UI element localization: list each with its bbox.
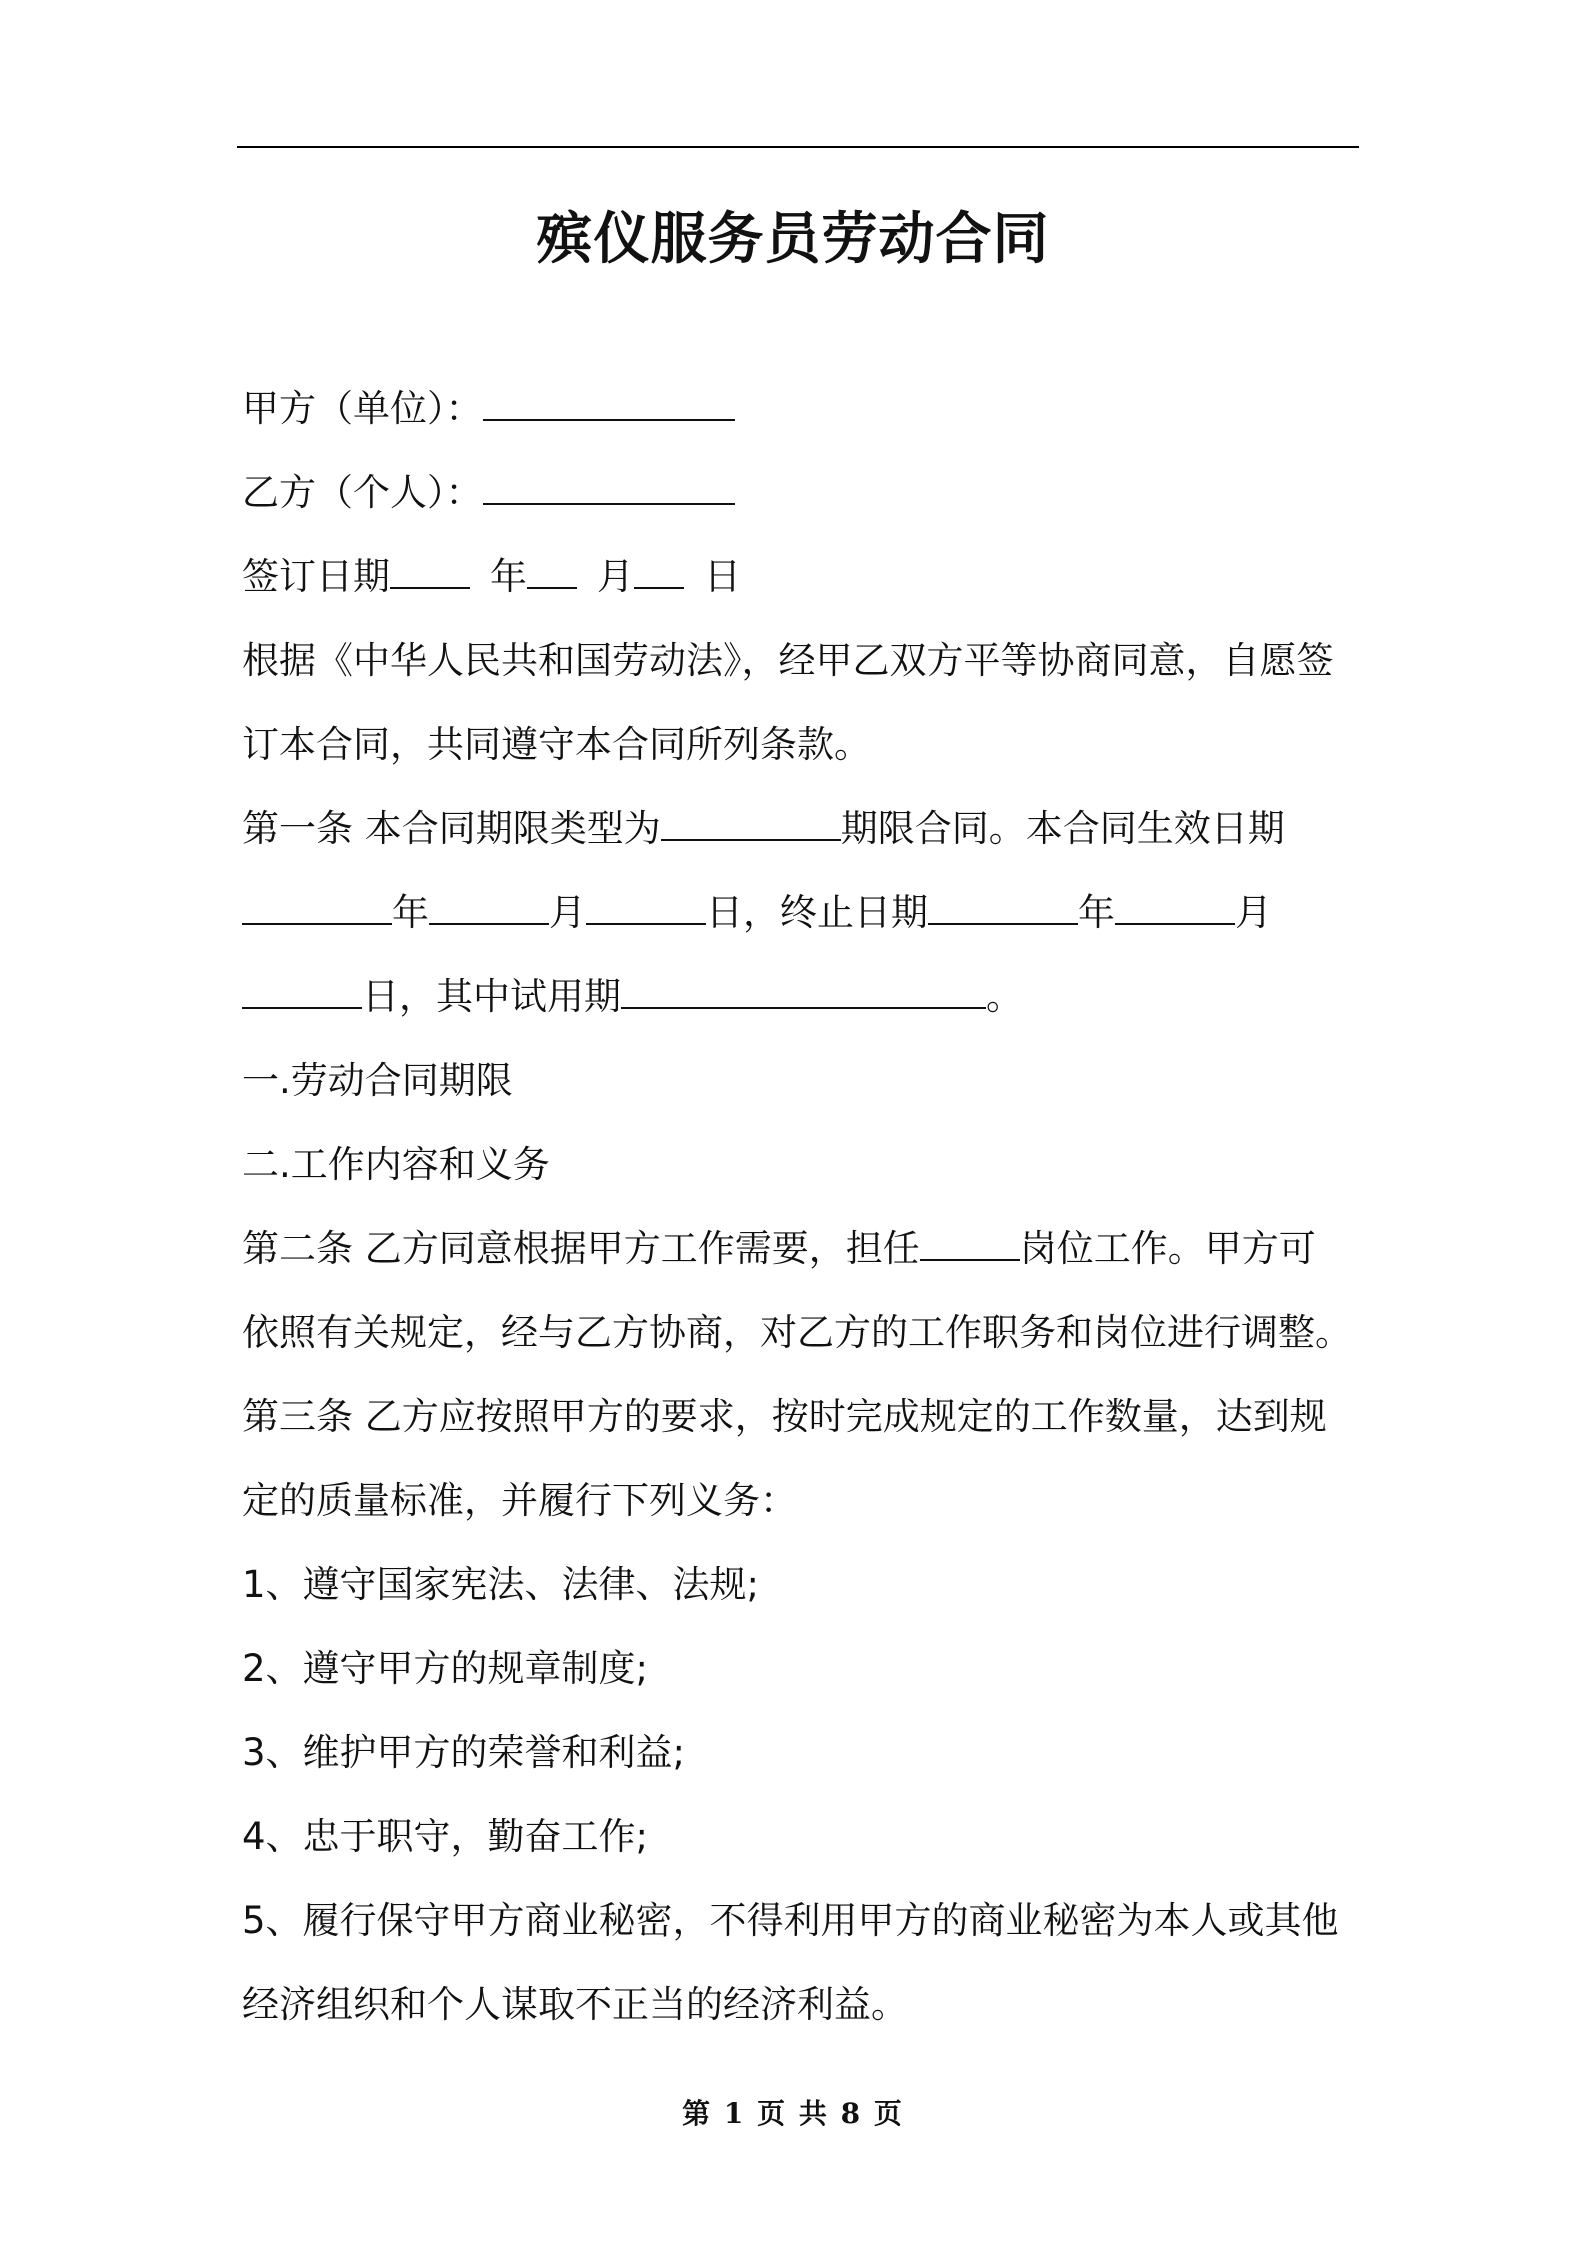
sign-date-line — [242, 542, 1362, 626]
duty-item-2: 2、遵守甲方的规章制度; — [242, 1647, 649, 1690]
end-year-label: 年 — [1078, 891, 1115, 934]
party-b-line — [242, 458, 1362, 542]
article-2-line-1 — [242, 1214, 1362, 1298]
sign-date-label: 签订日期 — [242, 555, 390, 598]
article-3-line-1: 第三条 乙方应按照甲方的要求，按时完成规定的工作数量，达到规 — [242, 1395, 1327, 1438]
header-rule — [237, 146, 1359, 148]
sign-month-blank[interactable] — [527, 553, 577, 589]
duty-item-1: 1、遵守国家宪法、法律、法规; — [242, 1563, 760, 1606]
intro-line-2: 订本合同，共同遵守本合同所列条款。 — [242, 723, 871, 766]
section-1-heading: 一.劳动合同期限 — [242, 1059, 513, 1102]
sign-year-blank[interactable] — [390, 553, 470, 589]
sign-day-label: 日 — [704, 555, 741, 598]
sign-day-blank[interactable] — [634, 553, 684, 589]
sign-year-label: 年 — [490, 555, 527, 598]
duty-item-3: 3、维护甲方的荣誉和利益; — [242, 1731, 686, 1774]
article-2-text-a: 第二条 乙方同意根据甲方工作需要，担任 — [242, 1227, 920, 1270]
end-date-label: 日，终止日期 — [706, 891, 928, 934]
duty-item-5-line-1: 5、履行保守甲方商业秘密，不得利用甲方的商业秘密为本人或其他 — [242, 1899, 1339, 1942]
article-2-text-b: 岗位工作。甲方可 — [1019, 1227, 1316, 1270]
article-1-text-b: 期限合同。本合同生效日期 — [840, 807, 1285, 850]
party-b-label: 乙方（个人）： — [242, 471, 483, 514]
start-year-blank[interactable] — [242, 889, 392, 925]
party-b-blank[interactable] — [483, 469, 735, 505]
duty-item-4: 4、忠于职守，勤奋工作; — [242, 1815, 649, 1858]
start-year-label: 年 — [392, 891, 429, 934]
party-a-label: 甲方（单位）： — [242, 387, 483, 430]
start-day-blank[interactable] — [586, 889, 706, 925]
article-2-line-2: 依照有关规定，经与乙方协商，对乙方的工作职务和岗位进行调整。 — [242, 1311, 1352, 1354]
document-title: 殡仪服务员劳动合同 — [536, 207, 1050, 272]
end-year-blank[interactable] — [928, 889, 1078, 925]
party-a-blank[interactable] — [483, 385, 735, 421]
document-body — [242, 374, 1362, 2054]
trial-period-blank[interactable] — [621, 973, 986, 1009]
article-3-line-2: 定的质量标准，并履行下列义务： — [242, 1479, 797, 1522]
page-number-footer: 第 1 页 共 8 页 — [682, 2097, 904, 2130]
contract-type-blank[interactable] — [661, 805, 841, 841]
end-day-blank[interactable] — [242, 973, 362, 1009]
article-1-line-1 — [242, 794, 1362, 878]
party-a-line — [242, 374, 1362, 458]
trial-label: 日，其中试用期 — [362, 975, 621, 1018]
article-1-line-3 — [242, 962, 1362, 1046]
period-end: 。 — [986, 975, 1023, 1018]
article-1-text-a: 第一条 本合同期限类型为 — [242, 807, 661, 850]
end-month-label: 月 — [1235, 891, 1272, 934]
intro-line-1: 根据《中华人民共和国劳动法》，经甲乙双方平等协商同意，自愿签 — [242, 639, 1334, 682]
section-2-heading: 二.工作内容和义务 — [242, 1143, 550, 1186]
article-1-line-2 — [242, 878, 1362, 962]
sign-month-label: 月 — [597, 555, 634, 598]
end-month-blank[interactable] — [1115, 889, 1235, 925]
start-month-blank[interactable] — [429, 889, 549, 925]
start-month-label: 月 — [549, 891, 586, 934]
duty-item-5-line-2: 经济组织和个人谋取不正当的经济利益。 — [242, 1983, 908, 2026]
position-blank[interactable] — [920, 1225, 1020, 1261]
